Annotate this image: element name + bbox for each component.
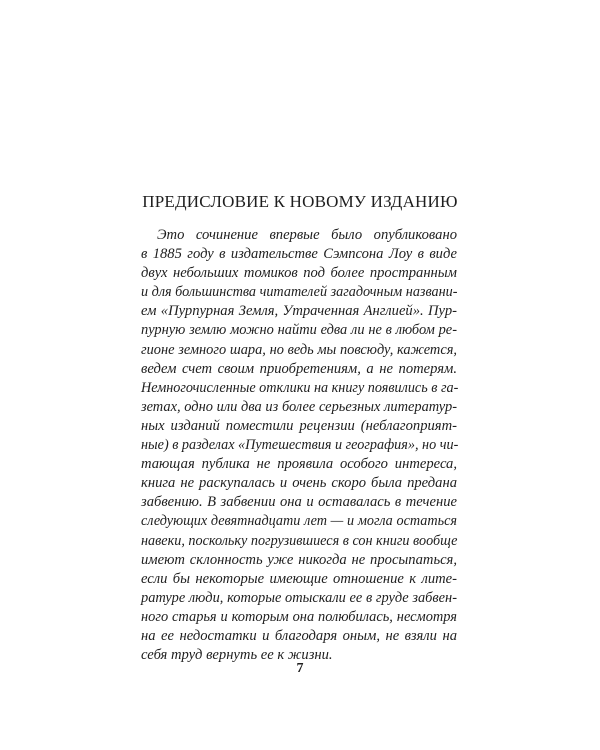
text-line: на ее недостатки и благодаря оным, не взяли на bbox=[141, 627, 457, 644]
text-line: себя труд вернуть ее к жизни. bbox=[141, 647, 333, 664]
text-line: забвению. В забвении она и оставалась в течение bbox=[141, 494, 457, 511]
text-line: ного старья и которым она полюбилась, несмотря bbox=[141, 608, 457, 625]
text-line: следующих девятнадцати лет — и могла остаться bbox=[141, 513, 457, 530]
text-line: имеют склонность уже никогда не просыпаться, bbox=[141, 551, 457, 568]
page-number: 7 bbox=[296, 661, 304, 676]
text-line: двух небольших томиков под более пространным bbox=[141, 265, 457, 282]
text-line: ведем счет своим приобретениям, а не потерям. bbox=[141, 360, 457, 377]
text-line: зетах, одно или два из более серьезных литератур- bbox=[141, 398, 457, 415]
text-line: Это сочинение впервые было опубликовано bbox=[157, 227, 457, 243]
text-line: и для большинства читателей загадочным названи- bbox=[141, 284, 458, 301]
body-paragraph bbox=[141, 226, 457, 665]
text-line: ных изданий поместили рецензии (неблагоприят- bbox=[141, 417, 457, 434]
text-line: навеки, поскольку погрузившиеся в сон книги вообще bbox=[141, 532, 458, 549]
text-line: если бы некоторые имеющие отношение к лите- bbox=[141, 570, 457, 587]
text-line: пурную землю можно найти едва ли не в любом ре- bbox=[141, 322, 457, 339]
text-line: в 1885 году в издательстве Сэмпсона Лоу в виде bbox=[141, 246, 457, 263]
text-line: книга не раскупалась и очень скоро была предана bbox=[141, 475, 457, 492]
text-line: Немногочисленные отклики на книгу появились в га- bbox=[141, 379, 459, 396]
text-line: ные) в разделах «Путешествия и география», но чи- bbox=[141, 437, 459, 454]
text-line: ратуре люди, которые отыскали ее в груде забвен- bbox=[141, 589, 457, 606]
chapter-title: ПРЕДИСЛОВИЕ К НОВОМУ ИЗДАНИЮ bbox=[142, 192, 458, 211]
text-line: ем «Пурпурная Земля, Утраченная Англией». Пур- bbox=[141, 303, 457, 320]
text-line: гионе земного шара, но ведь мы повсюду, кажется, bbox=[141, 341, 457, 358]
text-line: тающая публика не проявила особого интереса, bbox=[141, 456, 457, 473]
